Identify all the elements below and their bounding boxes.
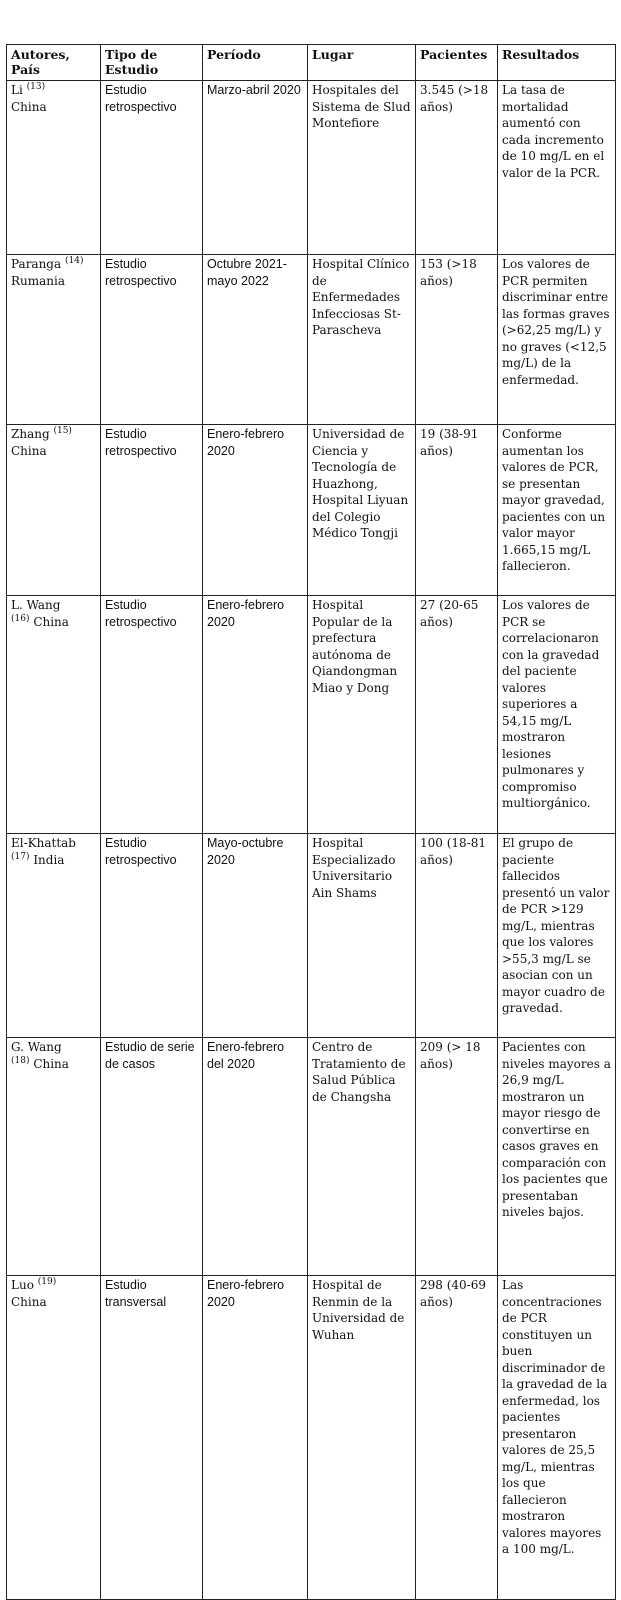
author-country: China: [11, 99, 47, 114]
period-cell: Enero-febrero 2020: [203, 425, 308, 596]
author-country: China: [33, 614, 69, 629]
reference-number: (16): [11, 613, 30, 624]
period-cell: Mayo-octubre 2020: [203, 834, 308, 1038]
results-cell: Conforme aumentan los valores de PCR, se presentan mayor gravedad, pacientes con un valor mayor 1.665,15 mg/L fallecieron.: [498, 425, 616, 596]
author-cell: [7, 1038, 101, 1276]
place-cell: Centro de Tratamiento de Salud Pública de Changsha: [308, 1038, 416, 1276]
reference-number: (18): [11, 1055, 30, 1066]
header-period: Período: [203, 45, 308, 81]
table-row: [7, 1038, 616, 1276]
place-cell: Hospital Popular de la prefectura autónoma de Qiandongman Miao y Dong: [308, 596, 416, 834]
period-cell: Enero-febrero del 2020: [203, 1038, 308, 1276]
study-type-cell: Estudio retrospectivo: [101, 255, 203, 425]
reference-number: (19): [37, 1277, 57, 1287]
study-type-cell: Estudio de serie de casos: [101, 1038, 203, 1276]
results-cell: La tasa de mortalidad aumentó con cada incremento de 10 mg/L en el valor de la PCR.: [498, 81, 616, 255]
author-cell: [7, 255, 101, 425]
patients-cell: 298 (40-69 años): [416, 1276, 498, 1600]
studies-table: [6, 44, 616, 1600]
reference-number: (15): [53, 426, 72, 436]
table-header-row: [7, 45, 616, 81]
patients-cell: 100 (18-81 años): [416, 834, 498, 1038]
header-authors: Autores, País: [7, 45, 101, 81]
author-country: China: [11, 1294, 47, 1309]
study-type-cell: Estudio retrospectivo: [101, 81, 203, 255]
header-study-type: Tipo de Estudio: [101, 45, 203, 81]
author-name: Luo: [11, 1278, 34, 1292]
author-cell: [7, 81, 101, 255]
table-row: [7, 425, 616, 596]
reference-number: (14): [64, 256, 84, 266]
table-row: [7, 834, 616, 1038]
patients-cell: 209 (> 18 años): [416, 1038, 498, 1276]
table-row: [7, 1276, 616, 1600]
period-cell: Octubre 2021-mayo 2022: [203, 255, 308, 425]
author-name: Paranga: [11, 257, 62, 271]
author-cell: [7, 596, 101, 834]
reference-number: (17): [11, 851, 30, 862]
period-cell: Marzo-abril 2020: [203, 81, 308, 255]
results-cell: Los valores de PCR se correlacionaron con la gravedad del paciente valores superiores a 54,15 mg/L mostraron lesiones pulmonares y compromiso multiorgánico.: [498, 596, 616, 834]
table-row: [7, 81, 616, 255]
author-name: L. Wang: [11, 598, 61, 612]
period-cell: Enero-febrero 2020: [203, 596, 308, 834]
study-type-cell: Estudio retrospectivo: [101, 834, 203, 1038]
author-country: China: [33, 1056, 69, 1071]
header-patients: Pacientes: [416, 45, 498, 81]
author-cell: [7, 1276, 101, 1600]
header-place: Lugar: [308, 45, 416, 81]
place-cell: Universidad de Ciencia y Tecnología de Huazhong, Hospital Liyuan del Colegio Médico Tongji: [308, 425, 416, 596]
results-cell: Pacientes con niveles mayores a 26,9 mg/L mostraron un mayor riesgo de convertirse en casos graves en comparación con los pacientes que presentaban niveles bajos.: [498, 1038, 616, 1276]
author-country: India: [33, 852, 65, 867]
author-cell: [7, 834, 101, 1038]
period-cell: Enero-febrero 2020: [203, 1276, 308, 1600]
study-type-cell: Estudio retrospectivo: [101, 425, 203, 596]
results-cell: El grupo de paciente fallecidos presentó un valor de PCR >129 mg/L, mientras que los valores >55,3 mg/L se asocian con un mayor cuadro de gravedad.: [498, 834, 616, 1038]
author-name: Zhang: [11, 427, 50, 441]
study-type-cell: Estudio transversal: [101, 1276, 203, 1600]
author-name: El-Khattab: [11, 836, 76, 850]
place-cell: Hospital de Renmin de la Universidad de Wuhan: [308, 1276, 416, 1600]
author-name: G. Wang: [11, 1040, 62, 1054]
reference-number: (13): [26, 82, 46, 92]
place-cell: Hospitales del Sistema de Slud Montefiore: [308, 81, 416, 255]
patients-cell: 3.545 (>18 años): [416, 81, 498, 255]
place-cell: Hospital Clínico de Enfermedades Infecciosas St-Parascheva: [308, 255, 416, 425]
results-cell: Los valores de PCR permiten discriminar entre las formas graves (>62,25 mg/L) y no graves (<12,5 mg/L) de la enfermedad.: [498, 255, 616, 425]
table-row: [7, 596, 616, 834]
author-cell: [7, 425, 101, 596]
header-results: Resultados: [498, 45, 616, 81]
document-page: [6, 44, 615, 1600]
author-country: Rumania: [11, 273, 66, 288]
patients-cell: 27 (20-65 años): [416, 596, 498, 834]
author-country: China: [11, 443, 47, 458]
place-cell: Hospital Especializado Universitario Ain Shams: [308, 834, 416, 1038]
table-row: [7, 255, 616, 425]
results-cell: Las concentraciones de PCR constituyen un buen discriminador de la gravedad de la enfermedad, los pacientes presentaron valores de 25,5 mg/L, mientras los que fallecieron mostraron valores mayores a 100 mg/L.: [498, 1276, 616, 1600]
patients-cell: 19 (38-91 años): [416, 425, 498, 596]
author-name: Li: [11, 83, 23, 97]
patients-cell: 153 (>18 años): [416, 255, 498, 425]
study-type-cell: Estudio retrospectivo: [101, 596, 203, 834]
